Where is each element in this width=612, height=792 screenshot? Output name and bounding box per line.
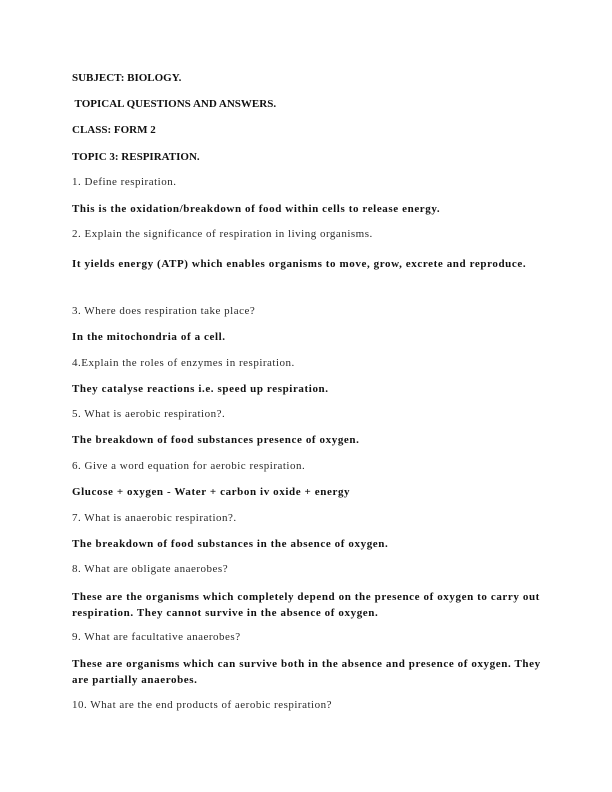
answer-4: They catalyse reactions i.e. speed up respiration.	[72, 383, 329, 395]
question-4: 4.Explain the roles of enzymes in respiration.	[72, 357, 295, 369]
question-10: 10. What are the end products of aerobic respiration?	[72, 699, 332, 711]
topic-heading: TOPIC 3: RESPIRATION.	[72, 151, 200, 163]
question-5: 5. What is aerobic respiration?.	[72, 408, 226, 420]
question-6: 6. Give a word equation for aerobic respiration.	[72, 460, 306, 472]
question-2: 2. Explain the significance of respiration in living organisms.	[72, 228, 373, 240]
question-1: 1. Define respiration.	[72, 176, 177, 188]
answer-6: Glucose + oxygen - Water + carbon iv oxide + energy	[72, 486, 351, 498]
answer-2: It yields energy (ATP) which enables organisms to move, grow, excrete and reproduce.	[72, 258, 527, 270]
question-8: 8. What are obligate anaerobes?	[72, 563, 229, 575]
question-7: 7. What is anaerobic respiration?.	[72, 512, 237, 524]
answer-8: These are the organisms which completely depend on the presence of oxygen to carry out respiration. They cannot survive in the absence of oxygen.	[72, 591, 540, 619]
answer-5: The breakdown of food substances presence of oxygen.	[72, 434, 360, 446]
answer-3: In the mitochondria of a cell.	[72, 331, 226, 343]
answer-7: The breakdown of food substances in the absence of oxygen.	[72, 538, 389, 550]
question-3: 3. Where does respiration take place?	[72, 305, 256, 317]
subject-heading: SUBJECT: BIOLOGY.	[72, 72, 182, 84]
answer-1: This is the oxidation/breakdown of food within cells to release energy.	[72, 203, 441, 215]
question-9: 9. What are facultative anaerobes?	[72, 631, 241, 643]
class-heading: CLASS: FORM 2	[72, 124, 156, 136]
answer-9: These are organisms which can survive both in the absence and presence of oxygen. They are partially anaerobes.	[72, 658, 541, 686]
subtitle-heading: TOPICAL QUESTIONS AND ANSWERS.	[72, 98, 277, 110]
